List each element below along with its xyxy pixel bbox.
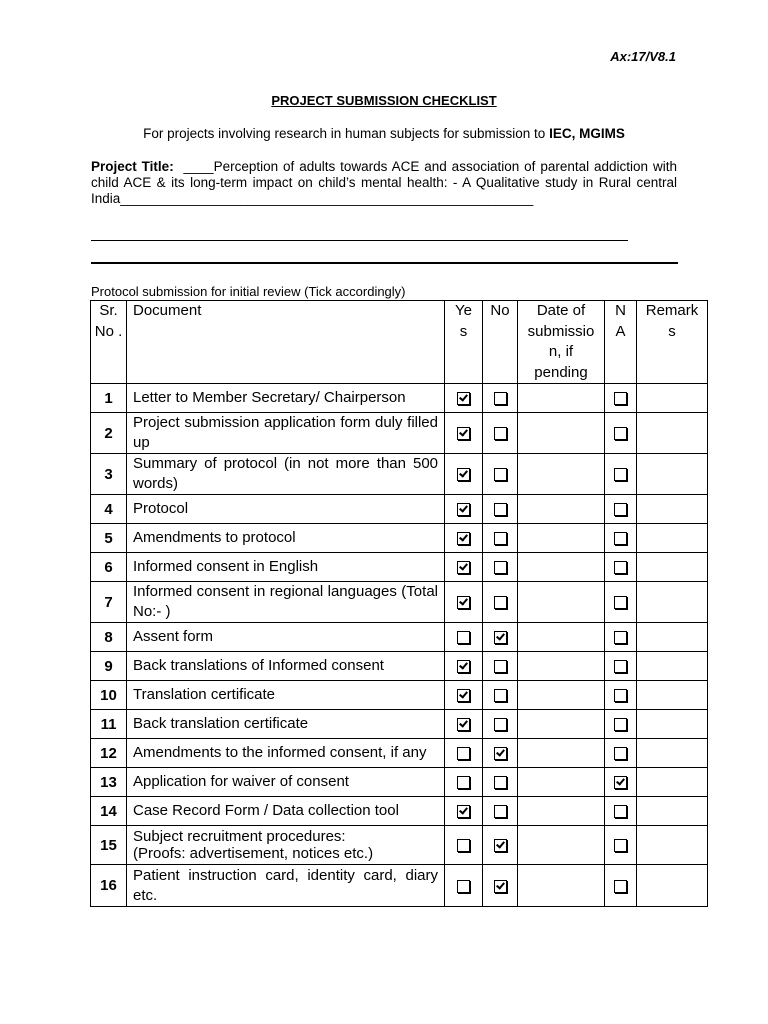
row-remarks-cell[interactable]: [637, 739, 708, 768]
row-remarks-cell[interactable]: [637, 681, 708, 710]
divider-line: [91, 262, 678, 264]
row-no-cell: [483, 826, 518, 865]
row-no-cell: [483, 454, 518, 495]
row-document: Patient instruction card, identity card, diary etc.: [127, 865, 445, 907]
row-document: Subject recruitment procedures: (Proofs: advertisement, notices etc.): [127, 826, 445, 865]
na-checkbox[interactable]: [614, 561, 627, 574]
row-remarks-cell[interactable]: [637, 623, 708, 652]
row-sr-no: 6: [91, 553, 127, 582]
row-na-cell: [605, 524, 637, 553]
yes-checkbox[interactable]: [457, 631, 470, 644]
row-na-cell: [605, 768, 637, 797]
row-yes-cell: [445, 681, 483, 710]
header-remarks: Remark s: [637, 301, 708, 384]
table-row: [91, 797, 708, 826]
no-checkbox[interactable]: [494, 747, 507, 760]
na-checkbox[interactable]: [614, 503, 627, 516]
no-checkbox[interactable]: [494, 718, 507, 731]
table-row: [91, 524, 708, 553]
row-remarks-cell[interactable]: [637, 652, 708, 681]
no-checkbox[interactable]: [494, 689, 507, 702]
blank-line: [91, 240, 628, 241]
na-checkbox[interactable]: [614, 718, 627, 731]
row-yes-cell: [445, 582, 483, 623]
row-remarks-cell[interactable]: [637, 797, 708, 826]
row-na-cell: [605, 865, 637, 907]
no-checkbox[interactable]: [494, 776, 507, 789]
row-sr-no: 16: [91, 865, 127, 907]
row-no-cell: [483, 384, 518, 413]
row-no-cell: [483, 768, 518, 797]
row-remarks-cell[interactable]: [637, 865, 708, 907]
row-no-cell: [483, 681, 518, 710]
row-no-cell: [483, 582, 518, 623]
row-sr-no: 12: [91, 739, 127, 768]
row-date-cell[interactable]: [518, 865, 605, 907]
yes-checkbox[interactable]: [457, 839, 470, 852]
yes-checkbox[interactable]: [457, 880, 470, 893]
table-row: [91, 623, 708, 652]
no-checkbox[interactable]: [494, 561, 507, 574]
row-date-cell[interactable]: [518, 768, 605, 797]
row-na-cell: [605, 384, 637, 413]
table-header-row: [91, 301, 708, 384]
row-yes-cell: [445, 413, 483, 454]
row-document: Protocol: [127, 495, 445, 524]
na-checkbox[interactable]: [614, 689, 627, 702]
na-checkbox[interactable]: [614, 392, 627, 405]
no-checkbox[interactable]: [494, 805, 507, 818]
yes-checkbox[interactable]: [457, 468, 470, 481]
na-checkbox[interactable]: [614, 660, 627, 673]
row-remarks-cell[interactable]: [637, 582, 708, 623]
subtitle: [0, 126, 768, 141]
table-row: [91, 826, 708, 865]
row-sr-no: 4: [91, 495, 127, 524]
header-yes: Ye s: [445, 301, 483, 384]
row-no-cell: [483, 797, 518, 826]
row-no-cell: [483, 495, 518, 524]
row-remarks-cell[interactable]: [637, 710, 708, 739]
row-na-cell: [605, 739, 637, 768]
row-no-cell: [483, 553, 518, 582]
header-no: No: [483, 301, 518, 384]
row-sr-no: 5: [91, 524, 127, 553]
row-sr-no: 11: [91, 710, 127, 739]
no-checkbox[interactable]: [494, 392, 507, 405]
checklist-table: [90, 300, 708, 907]
yes-checkbox[interactable]: [457, 718, 470, 731]
row-document: Letter to Member Secretary/ Chairperson: [127, 384, 445, 413]
yes-checkbox[interactable]: [457, 392, 470, 405]
yes-checkbox[interactable]: [457, 596, 470, 609]
row-document: Summary of protocol (in not more than 500 words): [127, 454, 445, 495]
na-checkbox[interactable]: [614, 596, 627, 609]
table-row: [91, 768, 708, 797]
row-date-cell[interactable]: [518, 384, 605, 413]
header-sr-no: Sr. No .: [91, 301, 127, 384]
no-checkbox[interactable]: [494, 880, 507, 893]
row-date-cell[interactable]: [518, 652, 605, 681]
row-na-cell: [605, 413, 637, 454]
row-remarks-cell[interactable]: [637, 768, 708, 797]
no-checkbox[interactable]: [494, 427, 507, 440]
table-row: [91, 865, 708, 907]
row-na-cell: [605, 582, 637, 623]
row-no-cell: [483, 524, 518, 553]
row-document: Amendments to the informed consent, if any: [127, 739, 445, 768]
row-yes-cell: [445, 454, 483, 495]
row-yes-cell: [445, 652, 483, 681]
row-yes-cell: [445, 524, 483, 553]
yes-checkbox[interactable]: [457, 427, 470, 440]
yes-checkbox[interactable]: [457, 805, 470, 818]
table-row: [91, 739, 708, 768]
row-date-cell[interactable]: [518, 826, 605, 865]
row-sr-no: 1: [91, 384, 127, 413]
table-row: [91, 495, 708, 524]
row-na-cell: [605, 652, 637, 681]
table-row: [91, 710, 708, 739]
table-caption: Protocol submission for initial review (Tick accordingly): [91, 284, 406, 299]
header-document: Document: [127, 301, 445, 384]
row-date-cell[interactable]: [518, 553, 605, 582]
row-remarks-cell[interactable]: [637, 553, 708, 582]
table-row: [91, 681, 708, 710]
row-remarks-cell[interactable]: [637, 413, 708, 454]
row-sr-no: 13: [91, 768, 127, 797]
row-remarks-cell[interactable]: [637, 495, 708, 524]
row-sr-no: 14: [91, 797, 127, 826]
document-reference: Ax:17/V8.1: [610, 49, 676, 64]
row-date-cell[interactable]: [518, 413, 605, 454]
row-yes-cell: [445, 826, 483, 865]
yes-checkbox[interactable]: [457, 660, 470, 673]
row-document: Case Record Form / Data collection tool: [127, 797, 445, 826]
project-title: [91, 159, 677, 207]
no-checkbox[interactable]: [494, 532, 507, 545]
row-remarks-cell[interactable]: [637, 826, 708, 865]
page-title: PROJECT SUBMISSION CHECKLIST: [271, 93, 497, 108]
row-date-cell[interactable]: [518, 797, 605, 826]
header-na: N A: [605, 301, 637, 384]
na-checkbox[interactable]: [614, 468, 627, 481]
row-yes-cell: [445, 865, 483, 907]
row-yes-cell: [445, 495, 483, 524]
row-date-cell[interactable]: [518, 739, 605, 768]
row-no-cell: [483, 865, 518, 907]
row-no-cell: [483, 413, 518, 454]
no-checkbox[interactable]: [494, 631, 507, 644]
na-checkbox[interactable]: [614, 839, 627, 852]
yes-checkbox[interactable]: [457, 561, 470, 574]
table-row: [91, 652, 708, 681]
na-checkbox[interactable]: [614, 532, 627, 545]
subtitle-text: For projects involving research in human subjects for submission to: [143, 126, 550, 141]
row-date-cell[interactable]: [518, 582, 605, 623]
project-title-label: Project Title:: [91, 159, 174, 174]
row-na-cell: [605, 826, 637, 865]
row-date-cell[interactable]: [518, 495, 605, 524]
row-document: Application for waiver of consent: [127, 768, 445, 797]
row-sr-no: 3: [91, 454, 127, 495]
row-document: Back translations of Informed consent: [127, 652, 445, 681]
no-checkbox[interactable]: [494, 596, 507, 609]
row-na-cell: [605, 454, 637, 495]
row-document: Translation certificate: [127, 681, 445, 710]
na-checkbox[interactable]: [614, 631, 627, 644]
table-row: [91, 553, 708, 582]
row-no-cell: [483, 623, 518, 652]
row-date-cell[interactable]: [518, 681, 605, 710]
row-document: Informed consent in English: [127, 553, 445, 582]
yes-checkbox[interactable]: [457, 689, 470, 702]
na-checkbox[interactable]: [614, 776, 627, 789]
row-date-cell[interactable]: [518, 623, 605, 652]
row-yes-cell: [445, 553, 483, 582]
row-document: Amendments to protocol: [127, 524, 445, 553]
na-checkbox[interactable]: [614, 747, 627, 760]
row-document: Project submission application form duly filled up: [127, 413, 445, 454]
row-no-cell: [483, 710, 518, 739]
row-sr-no: 10: [91, 681, 127, 710]
no-checkbox[interactable]: [494, 468, 507, 481]
yes-checkbox[interactable]: [457, 532, 470, 545]
row-sr-no: 15: [91, 826, 127, 865]
row-remarks-cell[interactable]: [637, 454, 708, 495]
yes-checkbox[interactable]: [457, 776, 470, 789]
row-yes-cell: [445, 710, 483, 739]
subtitle-committee: IEC, MGIMS: [549, 126, 625, 141]
row-date-cell[interactable]: [518, 524, 605, 553]
row-na-cell: [605, 495, 637, 524]
table-row: [91, 384, 708, 413]
row-sr-no: 2: [91, 413, 127, 454]
row-sr-no: 7: [91, 582, 127, 623]
row-yes-cell: [445, 384, 483, 413]
row-no-cell: [483, 739, 518, 768]
row-document: Back translation certificate: [127, 710, 445, 739]
no-checkbox[interactable]: [494, 503, 507, 516]
row-yes-cell: [445, 623, 483, 652]
project-title-value: ____Perception of adults towards ACE and association of parental addiction with child ACE & its long-term impact on child’s mental health: - A Qualitative study in Rural central India_______________________________________________________: [91, 159, 677, 206]
row-no-cell: [483, 652, 518, 681]
na-checkbox[interactable]: [614, 805, 627, 818]
row-na-cell: [605, 623, 637, 652]
row-document: Assent form: [127, 623, 445, 652]
row-yes-cell: [445, 797, 483, 826]
no-checkbox[interactable]: [494, 660, 507, 673]
na-checkbox[interactable]: [614, 427, 627, 440]
row-remarks-cell[interactable]: [637, 384, 708, 413]
yes-checkbox[interactable]: [457, 747, 470, 760]
row-date-cell[interactable]: [518, 454, 605, 495]
row-yes-cell: [445, 768, 483, 797]
table-row: [91, 454, 708, 495]
na-checkbox[interactable]: [614, 880, 627, 893]
row-date-cell[interactable]: [518, 710, 605, 739]
yes-checkbox[interactable]: [457, 503, 470, 516]
row-yes-cell: [445, 739, 483, 768]
table-row: [91, 582, 708, 623]
row-sr-no: 8: [91, 623, 127, 652]
header-date: Date of submissio n, if pending: [518, 301, 605, 384]
row-remarks-cell[interactable]: [637, 524, 708, 553]
no-checkbox[interactable]: [494, 839, 507, 852]
table-row: [91, 413, 708, 454]
row-na-cell: [605, 553, 637, 582]
row-document: Informed consent in regional languages (Total No:- ): [127, 582, 445, 623]
row-na-cell: [605, 797, 637, 826]
row-na-cell: [605, 710, 637, 739]
row-na-cell: [605, 681, 637, 710]
row-sr-no: 9: [91, 652, 127, 681]
